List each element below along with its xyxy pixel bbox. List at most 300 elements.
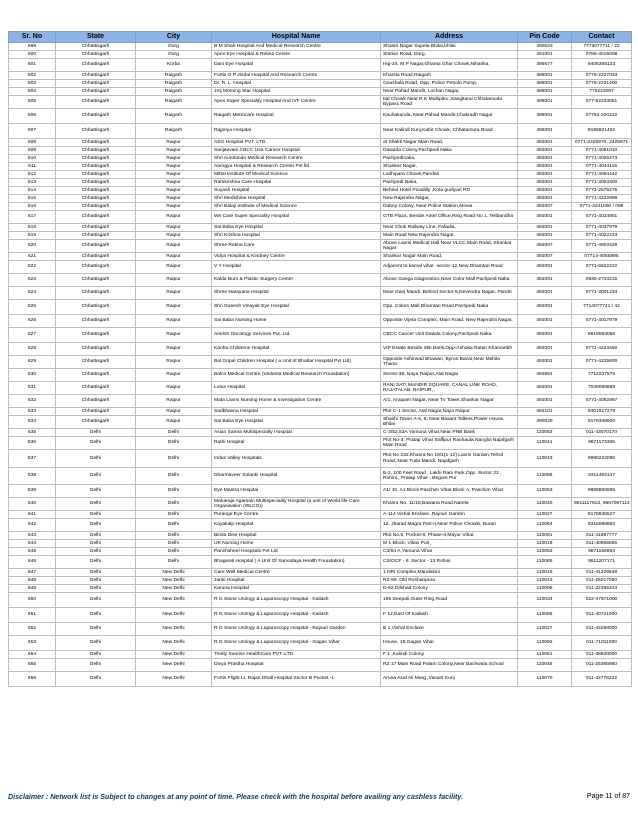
cell-contact: 07714-4055895 (572, 253, 632, 261)
cell-state: Chhattisgarh (56, 43, 136, 51)
cell-state: Delhi (56, 450, 136, 468)
cell-state: Chhattisgarh (56, 139, 136, 147)
cell-address: Plot No-3, Pratap Vihar Saffipur Ranhaula,Nangloi Najafgarh Main Road (381, 437, 518, 450)
cell-state: Delhi (56, 468, 136, 485)
cell-hospital-name: B M Shah Hospital And Medical Research Centre (212, 43, 381, 51)
cell-contact: 0771-4061010 (572, 147, 632, 155)
cell-address: Dawada Colony,Pachpedi Naka (381, 147, 518, 155)
cell-pin-code: 492001 (518, 232, 572, 240)
cell-contact: 0771-4052967 (572, 395, 632, 408)
table-row (9, 659, 632, 672)
header-state: State (56, 32, 136, 43)
cell-hospital-name: R G Stone Urology & Laparoscopy Hospital - Gagan Vihar (212, 636, 381, 651)
cell-contact: 0771-3001234 (572, 287, 632, 300)
cell-pin-code: 110086 (518, 468, 572, 485)
table-row (9, 585, 632, 593)
cell-state: Delhi (56, 577, 136, 585)
cell-contact: 0771-4225600 (572, 356, 632, 369)
cell-state: Delhi (56, 608, 136, 623)
cell-sr-no: 600 (9, 51, 56, 59)
cell-sr-no: 635 (9, 429, 56, 437)
cell-pin-code: 492007 (518, 240, 572, 253)
table-row (9, 356, 632, 369)
cell-city: Raigarh (136, 72, 212, 80)
cell-city: New Delhi (136, 569, 212, 577)
cell-city: Raigarh (136, 96, 212, 109)
cell-state: Chhattisgarh (56, 171, 136, 179)
cell-contact: 011-40721000 (572, 608, 632, 623)
cell-hospital-name: Dharmaveer Solanki Hospital (212, 468, 381, 485)
cell-city: Raipur (136, 300, 212, 315)
cell-pin-code: 110034 (518, 593, 572, 608)
cell-state: Chhattisgarh (56, 274, 136, 287)
cell-sr-no: 655 (9, 659, 56, 672)
cell-address: Plot No 232,Khasra No 19/1(1-12) Laxmi Garden,Tehsil Road, Near Tuda Mandi, Najafgarh (381, 450, 518, 468)
cell-address: B-2, 100 Feet Road , Lakhi Ram Park,Opp. Sector 22 , Rohini , Pratap Vihar , Begum Pur (381, 468, 518, 485)
cell-contact: 9871173355 (572, 437, 632, 450)
table-row (9, 672, 632, 687)
cell-hospital-name: Jmj Morning Star Hospital (212, 88, 381, 96)
cell-sr-no: 619 (9, 232, 56, 240)
cell-pin-code: 492001 (518, 211, 572, 224)
cell-pin-code: 492001 (518, 300, 572, 315)
cell-pin-code: 496001 (518, 96, 572, 109)
cell-pin-code: 110027 (518, 623, 572, 636)
cell-address: B 1,Vishal Enclave (381, 623, 518, 636)
cell-pin-code: 110063 (518, 485, 572, 498)
header-city: City (136, 32, 212, 43)
cell-hospital-name: Shri Ganesh Vinayak Eye Hospital (212, 300, 381, 315)
cell-address: Above Laxmi Medical Hall Near VLCC,Main Road, Shankar Nagar (381, 240, 518, 253)
table-row (9, 51, 632, 59)
cell-sr-no: 646 (9, 556, 56, 569)
cell-state: Delhi (56, 548, 136, 556)
cell-pin-code: 492001 (518, 179, 572, 187)
cell-hospital-name: Ramkrishna Care Hospital (212, 179, 381, 187)
table-row (9, 623, 632, 636)
table-row (9, 96, 632, 109)
cell-pin-code: 110092 (518, 636, 572, 651)
cell-contact: 011-71011000 (572, 636, 632, 651)
cell-hospital-name: UK Nursing Home (212, 540, 381, 548)
cell-contact: 0771-4022233 (572, 232, 632, 240)
cell-hospital-name: Shri Medishine Hospital (212, 195, 381, 203)
table-row (9, 577, 632, 585)
table-row (9, 519, 632, 532)
cell-address: A/1, Anupam Nagar, Near Tv Tower,Shankar Nagar (381, 395, 518, 408)
cell-hospital-name: Dani Eye Hospital (212, 59, 381, 72)
cell-address: Sector-36, Naya Raipur,Atal Nagar (381, 369, 518, 382)
cell-hospital-name: Bhagwati Hospital ( A Unit Of Sarvodaya Health Foundation) (212, 556, 381, 569)
cell-hospital-name: Raigarh Metrocare Hospital (212, 109, 381, 124)
table-row (9, 80, 632, 88)
cell-hospital-name: Kalda Burn & Plastic Surgery Center (212, 274, 381, 287)
cell-city: Raipur (136, 139, 212, 147)
cell-contact: 9811117913, 9667097114 (572, 498, 632, 511)
cell-city: Delhi (136, 532, 212, 540)
cell-city: Raipur (136, 171, 212, 179)
cell-state: Delhi (56, 651, 136, 659)
cell-contact: 8819063056 (572, 328, 632, 343)
cell-city: Raipur (136, 147, 212, 155)
cell-contact: 7773077711 / 22 (572, 43, 632, 51)
cell-city: Delhi (136, 498, 212, 511)
cell-sr-no: 621 (9, 253, 56, 261)
cell-state: Delhi (56, 556, 136, 569)
table-row (9, 171, 632, 179)
cell-city: Delhi (136, 429, 212, 437)
cell-contact: 0788-4015008 (572, 51, 632, 59)
cell-address: F 12,East Of Kailash (381, 608, 518, 623)
cell-hospital-name: Vidya Hospital & Kindney Centre (212, 253, 381, 261)
cell-sr-no: 654 (9, 651, 56, 659)
cell-state: Delhi (56, 593, 136, 608)
cell-state: Delhi (56, 540, 136, 548)
cell-city: Raipur (136, 382, 212, 395)
cell-state: Chhattisgarh (56, 240, 136, 253)
cell-state: Chhattisgarh (56, 88, 136, 96)
cell-city: Delhi (136, 450, 212, 468)
cell-contact: 011-43298000 (572, 623, 632, 636)
cell-hospital-name: Kanha Childrens Hospital (212, 343, 381, 356)
cell-city: New Delhi (136, 651, 212, 659)
cell-pin-code: 492001 (518, 147, 572, 155)
cell-address: Kauhakunda, Near Pahad Mandir,Chakradh Nagar (381, 109, 518, 124)
cell-pin-code: 110043 (518, 577, 572, 585)
table-body (9, 43, 632, 687)
cell-hospital-name: Maharaja Agarsain Multispeciality Hospital (a unit of World life Care Organisation (WLCO)) (212, 498, 381, 511)
cell-sr-no: 614 (9, 187, 56, 195)
cell-address: Goushala Road, Opp. Police Petrole Pump, (381, 80, 518, 88)
cell-pin-code: 496001 (518, 72, 572, 80)
cell-city: Raipur (136, 187, 212, 195)
cell-address: Near Choti Railway Line, Fafadia, (381, 224, 518, 232)
header-hospital-name: Hospital Name (212, 32, 381, 43)
cell-pin-code: 110040 (518, 498, 572, 511)
cell-state: Delhi (56, 437, 136, 450)
cell-city: Delhi (136, 485, 212, 498)
cell-address: CS/OCF - 6 ,Sector - 13 Rohini (381, 556, 518, 569)
cell-contact: 0771-2575275 (572, 187, 632, 195)
cell-state: Chhattisgarh (56, 369, 136, 382)
cell-state: Chhattisgarh (56, 395, 136, 408)
cell-sr-no: 653 (9, 636, 56, 651)
cell-sr-no: 641 (9, 511, 56, 519)
cell-pin-code: 492001 (518, 139, 572, 147)
cell-pin-code: 492007 (518, 203, 572, 211)
cell-sr-no: 616 (9, 203, 56, 211)
cell-address: D-62,Dilshad Colony (381, 585, 518, 593)
cell-city: Raipur (136, 369, 212, 382)
cell-contact: 011-41329548 (572, 569, 632, 577)
cell-hospital-name: Sai Baba Eye Hospital (212, 416, 381, 429)
cell-contact: 077-62233051 (572, 96, 632, 109)
cell-address: RZ-89 ,Old Roshanpura (381, 577, 518, 585)
cell-contact: 011-40955555 (572, 540, 632, 548)
cell-city: Raipur (136, 195, 212, 203)
table-row (9, 203, 632, 211)
cell-address: Near Kalindi Kunj,Kabir Chowk, Chhatamura Road (381, 124, 518, 139)
cell-pin-code: 110053 (518, 429, 572, 437)
cell-state: Delhi (56, 511, 136, 519)
cell-state: Chhattisgarh (56, 261, 136, 274)
cell-hospital-name: ASG Hospital PVT. LTD. (212, 139, 381, 147)
cell-sr-no: 627 (9, 328, 56, 343)
cell-sr-no: 615 (9, 195, 56, 203)
cell-state: Chhattisgarh (56, 232, 136, 240)
cell-city: Raipur (136, 211, 212, 224)
table-row (9, 498, 632, 511)
cell-city: Delhi (136, 511, 212, 519)
table-row (9, 109, 632, 124)
table-row (9, 408, 632, 416)
cell-contact: 0771-4044115 (572, 163, 632, 171)
cell-hospital-name: Divya Prastha Hospital (212, 659, 381, 672)
cell-pin-code: 492001 (518, 343, 572, 356)
cell-sr-no: 606 (9, 109, 56, 124)
cell-contact: 9990222090 (572, 450, 632, 468)
table-row (9, 429, 632, 437)
table-row (9, 569, 632, 577)
cell-pin-code: 492001 (518, 287, 572, 300)
cell-contact: 8178836527 (572, 511, 632, 519)
cell-sr-no: 634 (9, 416, 56, 429)
table-row (9, 211, 632, 224)
cell-pin-code: 110091 (518, 532, 572, 540)
table-row (9, 450, 632, 468)
cell-address: Pachpedi Naka, (381, 179, 518, 187)
cell-hospital-name: Fortis O P Jindal Hospital And Research Centre (212, 72, 381, 80)
cell-sr-no: 601 (9, 59, 56, 72)
cell-pin-code: 496001 (518, 124, 572, 139)
header-pin-code: Pin Code (518, 32, 572, 43)
cell-contact: 0771-4903429 (572, 240, 632, 253)
table-row (9, 382, 632, 395)
table-row (9, 195, 632, 203)
cell-sr-no: 629 (9, 356, 56, 369)
disclaimer-text: Disclaimer : Network list is Subject to changes at any point of time. Please check with the hospital before availing any cashless facility. (8, 793, 464, 801)
cell-contact: 9301917278 (572, 408, 632, 416)
cell-sr-no: 632 (9, 395, 56, 408)
cell-contact: 9811207171 (572, 556, 632, 569)
cell-sr-no: 604 (9, 88, 56, 96)
cell-address: Shashi Tower A-5, 6, Near Basant Talkies,Power House, Bhilai (381, 416, 518, 429)
page-footer (0, 791, 638, 805)
cell-pin-code: 110027 (518, 511, 572, 519)
cell-pin-code: 492001 (518, 163, 572, 171)
cell-city: Raipur (136, 356, 212, 369)
cell-address: Opposite Ashirwad Bhawan, Byron Bazar,Near Mahila Thana (381, 356, 518, 369)
cell-sr-no: 640 (9, 498, 56, 511)
cell-hospital-name: R G Stone Urology & Laparoscopy Hospital - Kailash (212, 593, 381, 608)
cell-sr-no: 636 (9, 437, 56, 450)
cell-address: Shastri Nagar Supela Bhilai,bhilai (381, 43, 518, 51)
cell-city: Raipur (136, 155, 212, 163)
cell-address: Near Ganj Mandi, Behind Sector-5,Devendra Nagar, Pandri (381, 287, 518, 300)
cell-hospital-name: Suyash Hospital (212, 187, 381, 195)
cell-state: Chhattisgarh (56, 155, 136, 163)
table-row (9, 416, 632, 429)
cell-sr-no: 625 (9, 300, 56, 315)
cell-contact: 022-47571000 (572, 593, 632, 608)
cell-sr-no: 609 (9, 147, 56, 155)
cell-state: Chhattisgarh (56, 72, 136, 80)
cell-hospital-name: Sai Baba Nursing Home (212, 315, 381, 328)
cell-address: C-3/52,53A Yamuna Vihar,Near PNB Bank (381, 429, 518, 437)
cell-pin-code: 492001 (518, 195, 572, 203)
cell-pin-code: 492001 (518, 382, 572, 395)
cell-city: Raipur (136, 315, 212, 328)
cell-pin-code: 110070 (518, 672, 572, 687)
cell-sr-no: 611 (9, 163, 56, 171)
cell-contact: 9315088892 (572, 519, 632, 532)
cell-address: Main Road New Rajendra Nagar, (381, 232, 518, 240)
cell-sr-no: 630 (9, 369, 56, 382)
cell-hospital-name: Trinity Sunrise HealthCare PVT. LTD. (212, 651, 381, 659)
cell-hospital-name: Eye Mantra Hospital (212, 485, 381, 498)
cell-address: Lodhipara Chowk,Pandari (381, 171, 518, 179)
table-row (9, 155, 632, 163)
table-row (9, 328, 632, 343)
cell-hospital-name: Shree Narayana Hospital (212, 287, 381, 300)
cell-address: Shankar Nagar Main Road, (381, 253, 518, 261)
table-row (9, 437, 632, 450)
cell-address: Opposite Vijeta Complex, Main Road, New Rajendra Nagar, (381, 315, 518, 328)
cell-address: Above Ganga Diagnostics,Near Color Mall Pachpedi Naka (381, 274, 518, 287)
cell-hospital-name: Amrish Oncology Services Pvt. Ltd. (212, 328, 381, 343)
cell-sr-no: 607 (9, 124, 56, 139)
cell-sr-no: 652 (9, 623, 56, 636)
cell-city: New Delhi (136, 672, 212, 687)
cell-state: Delhi (56, 569, 136, 577)
table-row (9, 287, 632, 300)
cell-pin-code: 492001 (518, 315, 572, 328)
cell-sr-no: 626 (9, 315, 56, 328)
table-row (9, 88, 632, 96)
cell-hospital-name: Mittal Institute Of Medical Science (212, 171, 381, 179)
cell-contact: 0771-4026473 (572, 155, 632, 163)
cell-hospital-name: Panchsheel Hospitals Pvt Ltd (212, 548, 381, 556)
table-row (9, 179, 632, 187)
cell-city: New Delhi (136, 659, 212, 672)
cell-pin-code: 492001 (518, 155, 572, 163)
cell-sr-no: 644 (9, 540, 56, 548)
cell-hospital-name: Care Well Medical Centre (212, 569, 381, 577)
cell-contact: 011-41887777 (572, 532, 632, 540)
cell-pin-code: 110053 (518, 548, 572, 556)
cell-address: House, 18,Gagan Vihar (381, 636, 518, 651)
cell-sr-no: 649 (9, 585, 56, 593)
cell-sr-no: 650 (9, 593, 56, 608)
cell-contact: 0771-4223450 (572, 343, 632, 356)
table-row (9, 548, 632, 556)
table-row (9, 540, 632, 548)
cell-address: Plot No.5, Pocket-8, Phase-II,Mayur Vihar, (381, 532, 518, 540)
cell-sr-no: 603 (9, 80, 56, 88)
cell-pin-code: 490029 (518, 416, 572, 429)
table-row (9, 240, 632, 253)
table-row (9, 485, 632, 498)
cell-sr-no: 613 (9, 179, 56, 187)
cell-address: M 1-Block, Vikas Puri, (381, 540, 518, 548)
cell-sr-no: 645 (9, 548, 56, 556)
cell-address: A-114 Vishal Enclave ,Rajouri Garden (381, 511, 518, 519)
table-row (9, 232, 632, 240)
cell-city: Delhi (136, 548, 212, 556)
cell-city: Raigarh (136, 88, 212, 96)
cell-sr-no: 605 (9, 96, 56, 109)
cell-pin-code: 496001 (518, 80, 572, 88)
cell-city: Raipur (136, 224, 212, 232)
cell-state: Chhattisgarh (56, 80, 136, 88)
cell-hospital-name: V Y Hospital (212, 261, 381, 274)
cell-hospital-name: Karuna Hospital (212, 585, 381, 593)
cell-contact: 011-25365960 (572, 659, 632, 672)
cell-address: 12, Jharad Magra Part-II,Near Police Chowki, Burari (381, 519, 518, 532)
cell-contact: 011-42776222 (572, 672, 632, 687)
cell-pin-code: 492007 (518, 253, 572, 261)
cell-pin-code: 492001 (518, 274, 572, 287)
table-row (9, 300, 632, 315)
cell-sr-no: 599 (9, 43, 56, 51)
cell-address: at Shakti Nagar Main Road, (381, 139, 518, 147)
cell-city: Raipur (136, 179, 212, 187)
cell-city: New Delhi (136, 608, 212, 623)
cell-address: Ital Chowk Near R K Multiplex ,Sangitarai Chhatamuda Bypass Road (381, 96, 518, 109)
cell-hospital-name: R G Stone Urology & Laparoscopy Hospital - Rajouri Garden (212, 623, 381, 636)
cell-city: Durg (136, 51, 212, 59)
page-number: Page 11 of 87 (586, 793, 630, 800)
table-row (9, 124, 632, 139)
cell-sr-no: 620 (9, 240, 56, 253)
cell-pin-code: 110045 (518, 659, 572, 672)
cell-address: New Rajendra Nagar, (381, 195, 518, 203)
cell-state: Chhattisgarh (56, 59, 136, 72)
cell-address: 195 Deepali,Outer Ring Road (381, 593, 518, 608)
cell-contact: 0771-4037979 (572, 224, 632, 232)
cell-hospital-name: Asian Samra Multispecialty Hospital (212, 429, 381, 437)
cell-pin-code: 490023 (518, 43, 572, 51)
table-row (9, 593, 632, 608)
cell-pin-code: 492001 (518, 187, 572, 195)
table-row (9, 369, 632, 382)
cell-state: Chhattisgarh (56, 315, 136, 328)
cell-sr-no: 647 (9, 569, 56, 577)
cell-hospital-name: Sadbhavna Hospital (212, 408, 381, 416)
cell-sr-no: 648 (9, 577, 56, 585)
cell-city: Raigarh (136, 124, 212, 139)
cell-city: Raipur (136, 240, 212, 253)
table-header-row (9, 32, 632, 43)
cell-hospital-name: Lotus Hospital (212, 382, 381, 395)
cell-state: Chhattisgarh (56, 416, 136, 429)
cell-city: Raipur (136, 253, 212, 261)
table-row (9, 147, 632, 155)
cell-hospital-name: Shri Balaji Institute of Medical Science (212, 203, 381, 211)
cell-city: Delhi (136, 519, 212, 532)
cell-state: Delhi (56, 519, 136, 532)
cell-contact: 9155821402 (572, 124, 632, 139)
cell-address: Plot C-1 Sector, Atal Nagar,Naya Raipur (381, 408, 518, 416)
table-row (9, 253, 632, 261)
cell-hospital-name: Bimla Devi Hospital (212, 532, 381, 540)
cell-pin-code: 492001 (518, 328, 572, 343)
cell-contact: 0771-4024901 (572, 211, 632, 224)
cell-address: RANI SATI MANDIR SQUARE, CANAL LINK ROAD, RAJATALAB, RAIPUR, , (381, 382, 518, 395)
table-row (9, 395, 632, 408)
table-row (9, 468, 632, 485)
cell-pin-code: 110041 (518, 437, 572, 450)
